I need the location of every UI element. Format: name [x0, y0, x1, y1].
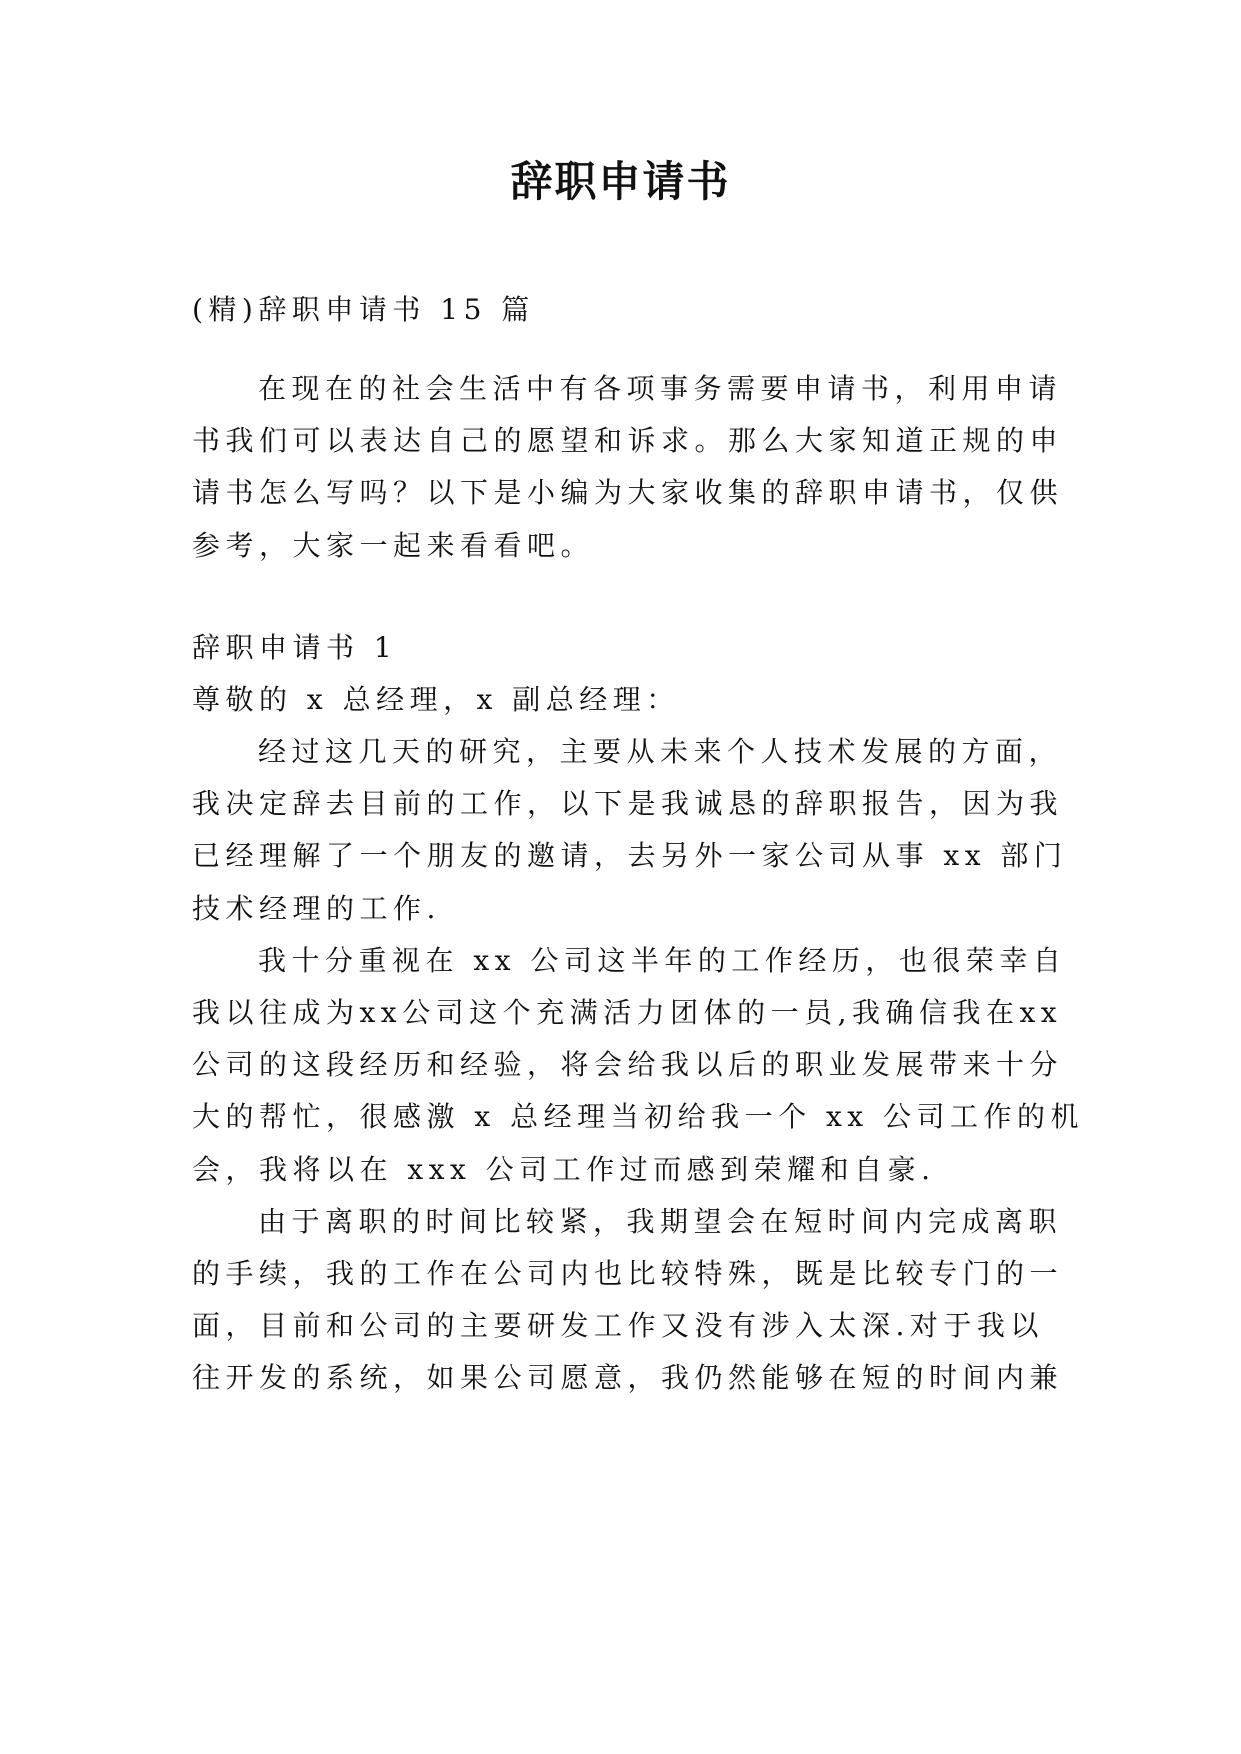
- paragraph2-line-3: 公司的这段经历和经验，将会给我以后的职业发展带来十分: [192, 1048, 1064, 1081]
- document-subtitle: (精)辞职申请书 15 篇: [192, 293, 535, 326]
- paragraph2-line-2: 我以往成为xx公司这个充满活力团体的一员,我确信我在xx: [192, 996, 1063, 1029]
- paragraph3-line-1: 由于离职的时间比较紧，我期望会在短时间内完成离职: [258, 1205, 1063, 1238]
- paragraph1-line-3: 已经理解了一个朋友的邀请，去另外一家公司从事 xx 部门: [192, 839, 1068, 872]
- paragraph3-line-2: 的手续，我的工作在公司内也比较特殊，既是比较专门的一: [192, 1257, 1064, 1290]
- paragraph2-line-5: 会，我将以在 xxx 公司工作过而感到荣耀和自豪.: [192, 1153, 936, 1186]
- letter-heading: 辞职申请书 1: [192, 631, 398, 664]
- intro-line-3: 请书怎么写吗？以下是小编为大家收集的辞职申请书，仅供: [192, 476, 1064, 509]
- paragraph1-line-4: 技术经理的工作.: [192, 892, 441, 925]
- paragraph2-line-4: 大的帮忙，很感激 x 总经理当初给我一个 xx 公司工作的机: [192, 1100, 1084, 1133]
- paragraph1-line-1: 经过这几天的研究，主要从未来个人技术发展的方面，: [258, 735, 1063, 768]
- paragraph2-line-1: 我十分重视在 xx 公司这半年的工作经历，也很荣幸自: [258, 944, 1067, 977]
- document-title: 辞职申请书: [510, 157, 731, 206]
- salutation: 尊敬的 x 总经理，x 副总经理：: [192, 683, 680, 716]
- paragraph1-line-2: 我决定辞去目前的工作，以下是我诚恳的辞职报告，因为我: [192, 787, 1064, 820]
- paragraph3-line-4: 往开发的系统，如果公司愿意，我仍然能够在短的时间内兼: [192, 1361, 1064, 1394]
- intro-line-4: 参考，大家一起来看看吧。: [192, 529, 595, 562]
- paragraph3-line-3: 面，目前和公司的主要研发工作又没有涉入太深.对于我以: [192, 1309, 1044, 1342]
- intro-line-2: 书我们可以表达自己的愿望和诉求。那么大家知道正规的申: [192, 424, 1064, 457]
- intro-line-1: 在现在的社会生活中有各项事务需要申请书，利用申请: [258, 372, 1063, 405]
